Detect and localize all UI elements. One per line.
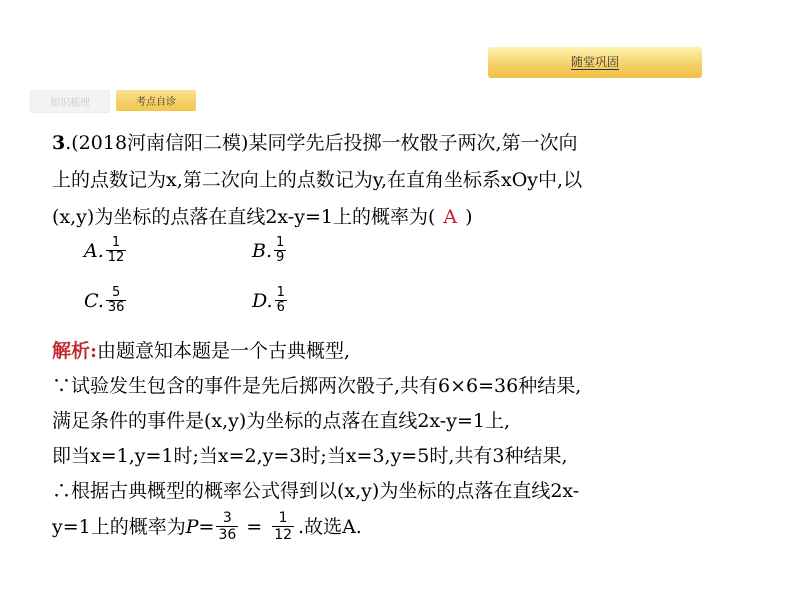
solution-line-3: 满足条件的事件是(x,y)为坐标的点落在直线2x-y=1上, xyxy=(52,410,510,432)
question-line-1 xyxy=(52,130,578,156)
option-d xyxy=(252,286,287,315)
tab-knowledge-review[interactable] xyxy=(30,90,110,113)
solution-line-2: ∵试验发生包含的事件是先后掷两次骰子,共有6×6=36种结果, xyxy=(52,375,582,397)
probability-fraction-1 xyxy=(216,510,238,543)
option-a-letter: A. xyxy=(84,239,104,262)
option-c-denominator: 36 xyxy=(107,300,125,315)
fraction-1-numerator: 3 xyxy=(222,510,232,526)
question-number: 3 xyxy=(52,132,66,154)
tab-knowledge-review-label: 知识梳理 xyxy=(50,98,90,109)
answer-letter: A xyxy=(443,206,458,228)
solution-label: 解析: xyxy=(52,340,98,362)
tab-self-test-label: 考点自诊 xyxy=(136,97,176,108)
solution-line-1-text: 由题意知本题是一个古典概型, xyxy=(97,340,351,362)
solution-line-4: 即当x=1,y=1时;当x=2,y=3时;当x=3,y=5时,共有3种结果, xyxy=(52,445,568,467)
solution-line-5: ∴根据古典概型的概率公式得到以(x,y)为坐标的点落在直线2x- xyxy=(52,480,580,502)
option-d-numerator: 1 xyxy=(276,285,285,300)
equals-sign: = xyxy=(246,515,263,538)
option-c-fraction xyxy=(106,286,127,315)
solution-conclusion: .故选A. xyxy=(298,515,362,538)
option-a-fraction xyxy=(106,236,127,265)
option-c-numerator: 5 xyxy=(112,285,121,300)
option-b xyxy=(252,236,286,265)
section-banner xyxy=(488,47,702,78)
fraction-2-numerator: 1 xyxy=(278,510,288,526)
solution-line-1 xyxy=(52,338,350,364)
question-line-1-text: .(2018河南信阳二模)某同学先后投掷一枚骰子两次,第一次向 xyxy=(65,132,578,154)
option-a-denominator: 12 xyxy=(107,250,125,265)
option-d-fraction xyxy=(275,286,287,315)
option-b-numerator: 1 xyxy=(276,235,285,250)
section-banner-label: 随堂巩固 xyxy=(570,55,619,69)
option-c xyxy=(84,286,126,315)
probability-symbol: P= xyxy=(185,515,215,538)
option-b-fraction xyxy=(274,236,286,265)
solution-line-6-text: y=1上的概率为 xyxy=(52,515,186,538)
option-c-letter: C. xyxy=(84,289,104,312)
option-d-letter: D. xyxy=(252,289,273,312)
question-line-2: 上的点数记为x,第二次向上的点数记为y,在直角坐标系xOy中,以 xyxy=(52,169,583,191)
option-b-denominator: 9 xyxy=(276,250,285,265)
question-line-3-close: ) xyxy=(465,206,473,228)
question-line-3-text: (x,y)为坐标的点落在直线2x-y=1上的概率为( xyxy=(52,206,436,228)
option-a xyxy=(84,236,126,265)
solution-line-6 xyxy=(52,510,362,543)
fraction-1-denominator: 36 xyxy=(218,527,237,543)
option-a-numerator: 1 xyxy=(111,235,121,250)
option-d-denominator: 6 xyxy=(276,300,285,315)
option-b-letter: B. xyxy=(252,239,273,262)
question-line-3 xyxy=(52,204,473,230)
fraction-2-denominator: 12 xyxy=(274,527,293,543)
probability-fraction-2 xyxy=(272,510,294,543)
tab-self-test[interactable] xyxy=(116,90,196,111)
